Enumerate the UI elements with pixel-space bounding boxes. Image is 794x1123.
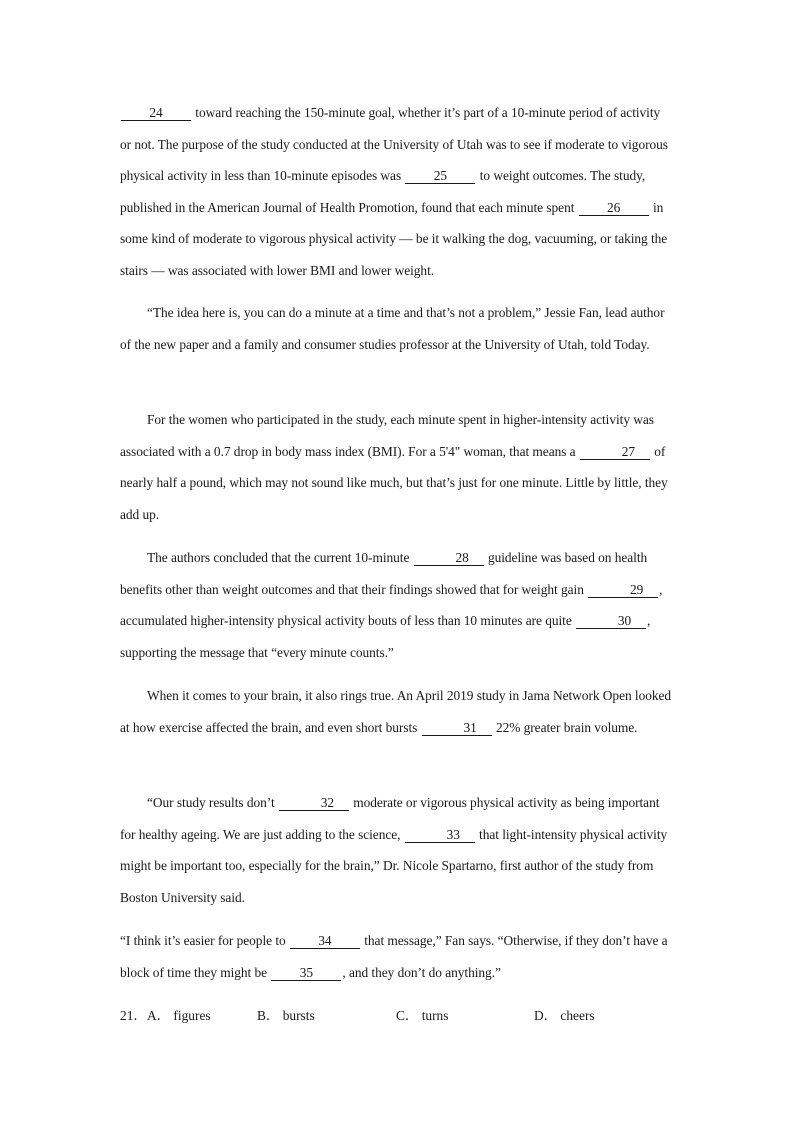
answer-blank-29[interactable]: 29 [588, 583, 658, 598]
passage-paragraph-1 [120, 97, 672, 286]
option-a[interactable] [147, 1004, 211, 1028]
passage-paragraph-5 [120, 680, 672, 743]
paragraph-text: , supporting the message that “every minute counts.” [120, 613, 651, 660]
paragraph-text: that light-intensity physical activity might be important too, especially for the brain,” Dr. Nicole Spartarno, first author of the study from Boston University said. [120, 826, 668, 905]
passage-paragraph-3 [120, 404, 672, 530]
paragraph-text: “I think it’s easier for people to [120, 933, 289, 948]
paragraph-text: “Our study results don’t [147, 795, 278, 810]
paragraph-text: When it comes to your brain, it also rings true. An April 2019 study in Jama Network Open looked at how exercise affected the brain, and even short bursts [120, 688, 672, 735]
paragraph-text: The authors concluded that the current 10-minute [147, 550, 413, 565]
answer-blank-33[interactable]: 33 [405, 828, 475, 843]
option-d-label: D． [534, 1008, 558, 1023]
answer-blank-25[interactable]: 25 [405, 169, 475, 184]
option-d[interactable] [534, 1004, 595, 1028]
passage-paragraph-7 [120, 925, 672, 988]
option-b[interactable] [257, 1004, 315, 1028]
paragraph-text: “The idea here is, you can do a minute at a time and that’s not a problem,” Jessie Fan, lead author of the new paper and a family and consumer studies professor at the University of Utah, told Today. [120, 305, 665, 352]
option-d-text: cheers [560, 1008, 595, 1023]
answer-blank-24[interactable]: 24 [121, 106, 191, 121]
answer-blank-31[interactable]: 31 [422, 721, 492, 736]
paragraph-text: to weight outcomes. The study, published in the American Journal of Health Promotion, found that each minute spent [120, 168, 646, 215]
answer-blank-32[interactable]: 32 [279, 796, 349, 811]
paragraph-text: 22% greater brain volume. [492, 719, 638, 735]
paragraph-text: , and they don’t do anything.” [342, 964, 501, 980]
option-c[interactable] [396, 1004, 448, 1028]
option-b-label: B． [257, 1008, 280, 1023]
passage-paragraph-4 [120, 542, 672, 668]
answer-blank-26[interactable]: 26 [579, 201, 649, 216]
option-a-label: A． [147, 1008, 171, 1023]
paragraph-text: moderate or vigorous physical activity as being important for healthy ageing. We are just adding to the science, [120, 795, 660, 842]
answer-blank-28[interactable]: 28 [414, 551, 484, 566]
paragraph-text: in some kind of moderate to vigorous physical activity — be it walking the dog, vacuuming, or taking the stairs — was associated with lower BMI and lower weight. [120, 199, 668, 278]
option-c-label: C． [396, 1008, 419, 1023]
option-a-text: figures [173, 1008, 211, 1023]
question-number: 21． [120, 1008, 147, 1023]
paragraph-text: toward reaching the 150-minute goal, whether it’s part of a 10-minute period of activity or not. The purpose of the study conducted at the University of Utah was to see if moderate to vigorous physical activity in less than 10-minute episodes was [120, 105, 668, 183]
answer-blank-27[interactable]: 27 [580, 445, 650, 460]
passage-paragraph-6 [120, 787, 672, 913]
answer-blank-34[interactable]: 34 [290, 934, 360, 949]
option-b-text: bursts [282, 1008, 315, 1023]
answer-blank-30[interactable]: 30 [576, 614, 646, 629]
answer-blank-35[interactable]: 35 [271, 966, 341, 981]
passage-paragraph-2 [120, 297, 672, 360]
paragraph-text: , accumulated higher-intensity physical activity bouts of less than 10 minutes are quite [120, 581, 663, 628]
option-c-text: turns [421, 1008, 449, 1023]
paragraph-text: that message,” Fan says. “Otherwise, if they don’t have a block of time they might be [120, 933, 668, 980]
paragraph-text: For the women who participated in the study, each minute spent in higher-intensity activity was associated with a 0.7 drop in body mass index (BMI). For a 5'4" woman, that means a [120, 412, 654, 459]
paragraph-text: of nearly half a pound, which may not sound like much, but that’s just for one minute. Little by little, they add up. [120, 443, 668, 522]
paragraph-text: guideline was based on health benefits other than weight outcomes and that their findings showed that for weight gain [120, 550, 648, 597]
